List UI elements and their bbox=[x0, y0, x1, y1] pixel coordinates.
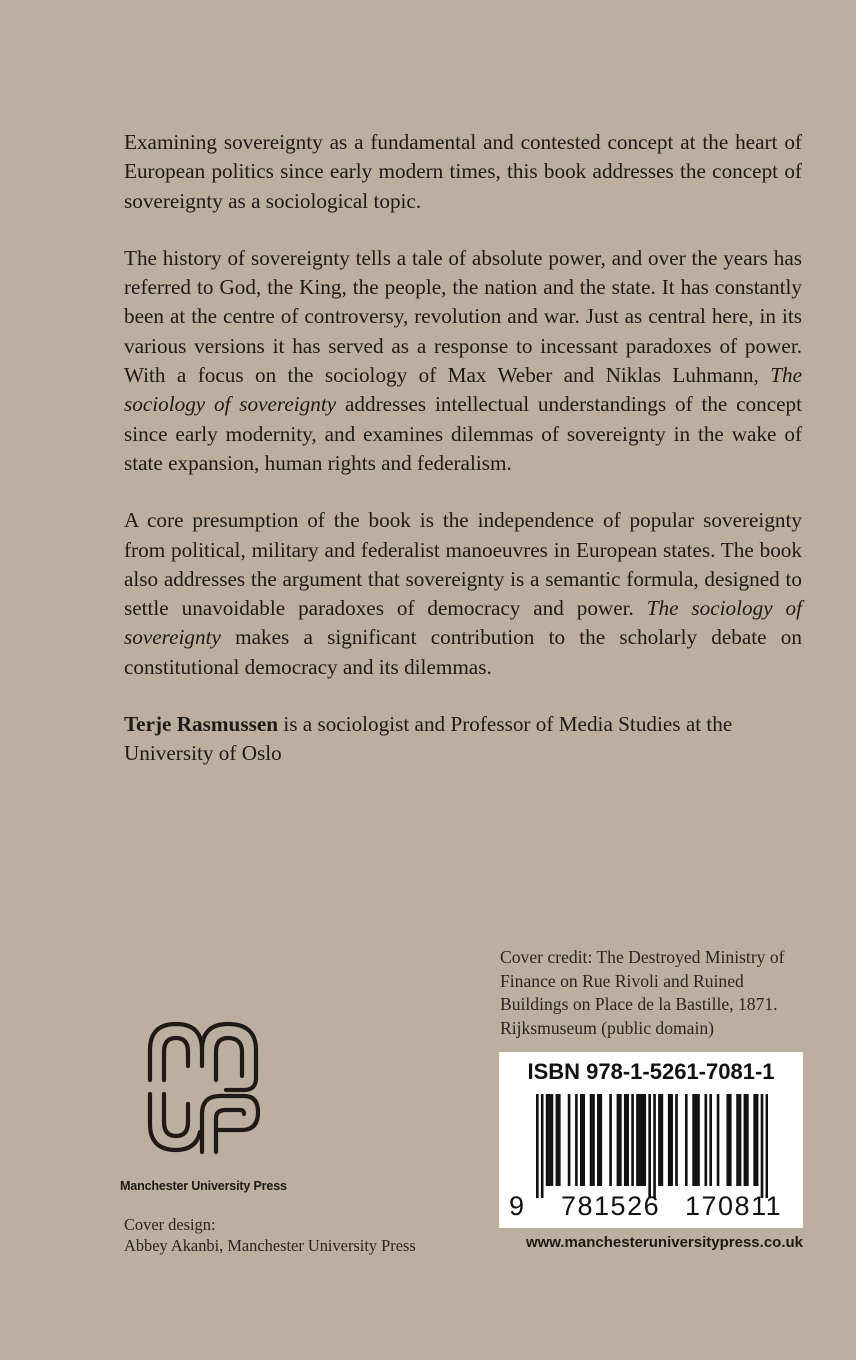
book-title-italic: The sociology of sovereignty bbox=[124, 596, 803, 650]
barcode-bar bbox=[558, 1094, 561, 1186]
barcode-bar bbox=[661, 1094, 664, 1186]
isbn-barcode bbox=[499, 1052, 803, 1228]
barcode-first-digit: 9 bbox=[509, 1191, 525, 1221]
barcode-bar bbox=[744, 1094, 747, 1186]
barcode-guard-bar bbox=[648, 1094, 651, 1198]
barcode-bar bbox=[636, 1094, 639, 1186]
cover-credit: Cover credit: The Destroyed Ministry of Finance on Rue Rivoli and Ruined Buildings on Place de la Bastille, 1871. Rijksmuseum (public domain) bbox=[500, 947, 785, 1038]
barcode-bar bbox=[551, 1094, 554, 1186]
isbn-text: ISBN 978-1-5261-7081-1 bbox=[527, 1059, 775, 1084]
barcode-bar bbox=[626, 1094, 629, 1186]
barcode-bar bbox=[746, 1094, 749, 1186]
cover-design-label: Cover design: bbox=[124, 1215, 216, 1234]
barcode-bar bbox=[546, 1094, 549, 1186]
blurb-text: A core presumption of the book is the independence of popular sovereignty from political, military and federalist manoeuvres in European states. The book also addresses the argument that sovereignty is a semantic formula, designed to settle unavoidable paradoxes of democracy and power. bbox=[124, 508, 802, 621]
barcode-bar bbox=[692, 1094, 695, 1186]
barcode-guard-bar bbox=[761, 1094, 764, 1198]
barcode-bar bbox=[624, 1094, 627, 1186]
barcode-bar bbox=[685, 1094, 688, 1186]
publisher-website[interactable]: www.manchesteruniversitypress.co.uk bbox=[525, 1234, 803, 1251]
cover-design-credit bbox=[124, 1214, 454, 1256]
barcode-bar bbox=[670, 1094, 673, 1186]
barcode-bar bbox=[726, 1094, 729, 1186]
barcode-bar bbox=[568, 1094, 571, 1186]
cover-designer: Abbey Akanbi, Manchester University Press bbox=[124, 1236, 416, 1255]
barcode-right-digits: 170811 bbox=[685, 1191, 783, 1221]
barcode-guard-bar bbox=[536, 1094, 539, 1198]
barcode-guard-bar bbox=[541, 1094, 544, 1198]
barcode-bar bbox=[575, 1094, 578, 1186]
barcode-bar bbox=[709, 1094, 712, 1186]
barcode-bar bbox=[617, 1094, 620, 1186]
barcode-bar bbox=[668, 1094, 671, 1186]
barcode-bar bbox=[548, 1094, 551, 1186]
mup-logo-icon bbox=[146, 1020, 266, 1160]
back-cover-blurb bbox=[124, 128, 802, 797]
barcode-bar bbox=[753, 1094, 756, 1186]
barcode-guard-bar bbox=[653, 1094, 656, 1198]
blurb-paragraph-3 bbox=[124, 506, 802, 682]
barcode-bar bbox=[729, 1094, 732, 1186]
barcode-bar bbox=[641, 1094, 644, 1186]
barcode-bar bbox=[756, 1094, 759, 1186]
barcode-bar bbox=[599, 1094, 602, 1186]
blurb-text: makes a significant contribution to the scholarly debate on constitutional democracy and its dilemmas. bbox=[124, 625, 802, 679]
author-name: Terje Rasmussen bbox=[124, 712, 279, 737]
barcode-bars bbox=[536, 1094, 768, 1198]
barcode-bar bbox=[609, 1094, 612, 1186]
barcode-bar bbox=[580, 1094, 583, 1186]
barcode-bar bbox=[639, 1094, 642, 1186]
barcode-bar bbox=[631, 1094, 634, 1186]
barcode-bar bbox=[556, 1094, 559, 1186]
publisher-name: Manchester University Press bbox=[120, 1179, 287, 1193]
barcode-bar bbox=[643, 1094, 646, 1186]
barcode-guard-bar bbox=[766, 1094, 768, 1198]
barcode-bar bbox=[705, 1094, 708, 1186]
blurb-text: Examining sovereignty as a fundamental and contested concept at the heart of European politics since early modern times, this book addresses the concept of sovereignty as a sociological topic. bbox=[124, 130, 802, 213]
barcode-bar bbox=[619, 1094, 622, 1186]
barcode-bar bbox=[590, 1094, 593, 1186]
barcode-bar bbox=[592, 1094, 595, 1186]
blurb-paragraph-1 bbox=[124, 128, 802, 216]
blurb-text: addresses intellectual understandings of the concept since early modernity, and examines dilemmas of sovereignty in the wake of state expansion, human rights and federalism. bbox=[124, 392, 803, 475]
barcode-bar bbox=[739, 1094, 742, 1186]
barcode-left-digits: 781526 bbox=[561, 1191, 661, 1221]
blurb-paragraph-2 bbox=[124, 244, 802, 478]
blurb-text: The history of sovereignty tells a tale of absolute power, and over the years has referred to God, the King, the people, the nation and the state. It has constantly been at the centre of controversy, revolution and war. Just as central here, in its various versions it has served as a response to incessant paradoxes of power. With a focus on the sociology of Max Weber and Niklas Luhmann, bbox=[124, 245, 802, 388]
barcode-bar bbox=[658, 1094, 661, 1186]
author-bio-text: is a sociologist and Professor of Media Studies at the University of Oslo bbox=[124, 712, 733, 766]
barcode-bar bbox=[597, 1094, 600, 1186]
author-bio bbox=[124, 710, 802, 769]
barcode-bar bbox=[675, 1094, 678, 1186]
barcode-bar bbox=[697, 1094, 700, 1186]
barcode-bar bbox=[695, 1094, 698, 1186]
barcode-bar bbox=[736, 1094, 739, 1186]
barcode-bar bbox=[582, 1094, 585, 1186]
book-title-italic: The sociology of sovereignty bbox=[124, 363, 802, 417]
barcode-bar bbox=[717, 1094, 720, 1186]
